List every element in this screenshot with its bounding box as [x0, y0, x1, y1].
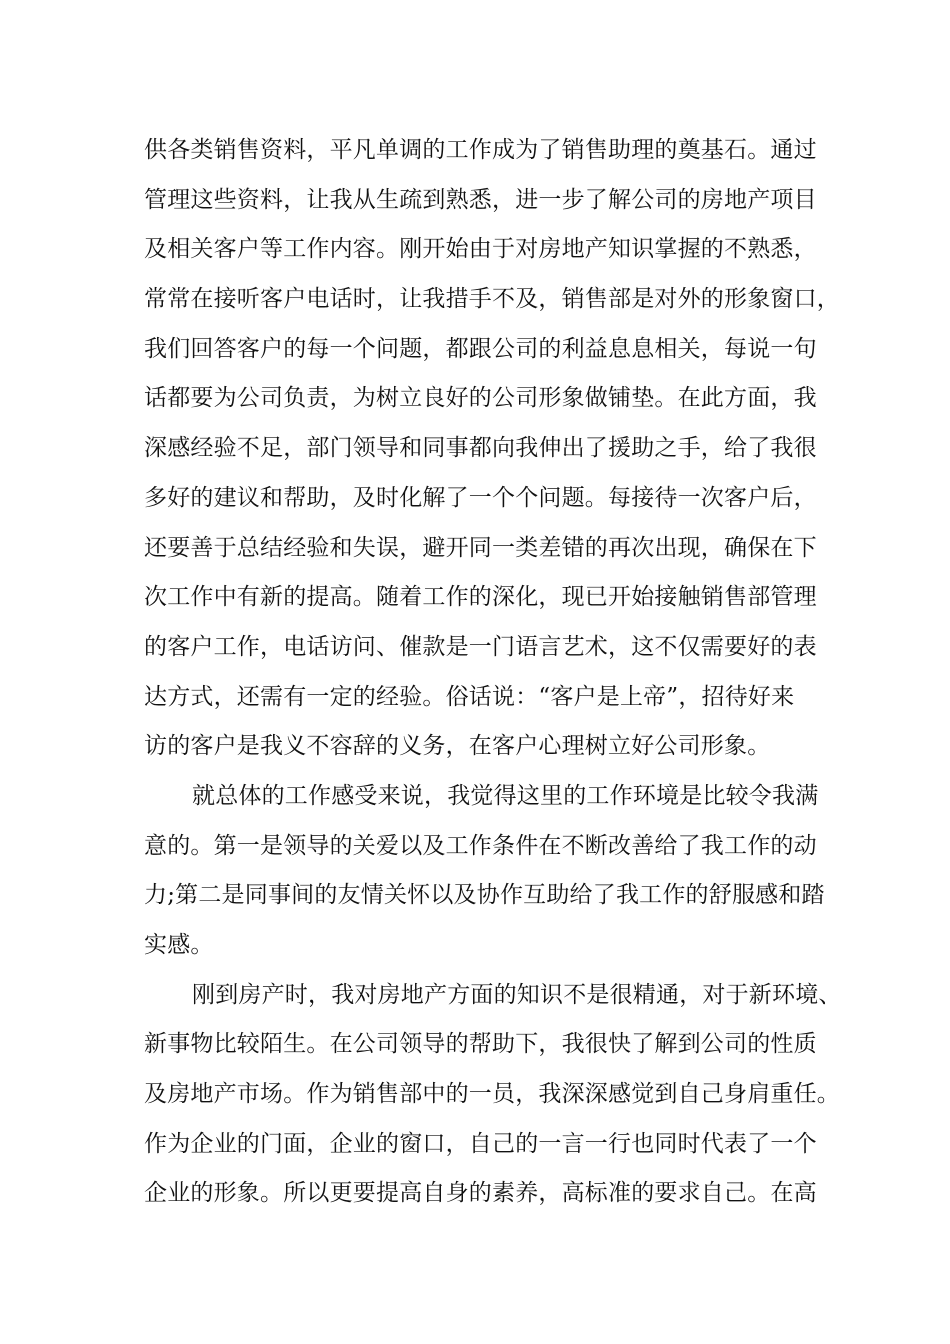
paragraph	[144, 126, 840, 772]
text-line: 力;第二是同事间的友情关怀以及协作互助给了我工作的舒服感和踏	[144, 882, 825, 909]
text-line: 常常在接听客户电话时，让我措手不及，销售部是对外的形象窗口，	[144, 286, 840, 313]
text-line: 达方式，还需有一定的经验。俗话说：“客户是上帝”，招待好来	[144, 683, 795, 710]
text-line: 企业的形象。所以更要提高自身的素养，高标准的要求自己。在高	[144, 1180, 817, 1207]
text-line: 访的客户是我义不容辞的义务，在客户心理树立好公司形象。	[144, 733, 771, 760]
text-line: 意的。第一是领导的关爱以及工作条件在不断改善给了我工作的动	[144, 832, 817, 859]
text-line: 多好的建议和帮助，及时化解了一个个问题。每接待一次客户后，	[144, 484, 817, 511]
body-text	[144, 126, 842, 1219]
text-line: 刚到房产时，我对房地产方面的知识不是很精通，对于新环境、	[192, 981, 842, 1008]
text-line: 实感。	[144, 932, 214, 958]
text-line: 话都要为公司负责，为树立良好的公司形象做铺垫。在此方面，我	[144, 385, 817, 412]
paragraph	[144, 772, 824, 971]
text-line: 作为企业的门面，企业的窗口，自己的一言一行也同时代表了一个	[144, 1130, 817, 1157]
text-line: 深感经验不足，部门领导和同事都向我伸出了援助之手，给了我很	[144, 435, 817, 462]
text-line: 供各类销售资料，平凡单调的工作成为了销售助理的奠基石。通过	[144, 137, 817, 163]
text-line: 管理这些资料，让我从生疏到熟悉，进一步了解公司的房地产项目	[144, 186, 817, 213]
paragraph	[144, 971, 842, 1219]
text-line: 就总体的工作感受来说，我觉得这里的工作环境是比较令我满	[192, 782, 819, 809]
text-line: 我们回答客户的每一个问题，都跟公司的利益息息相关，每说一句	[144, 335, 817, 362]
text-line: 新事物比较陌生。在公司领导的帮助下，我很快了解到公司的性质	[144, 1031, 817, 1058]
text-line: 的客户工作，电话访问、催款是一门语言艺术，这不仅需要好的表	[144, 633, 817, 660]
text-line: 还要善于总结经验和失误，避开同一类差错的再次出现，确保在下	[144, 534, 817, 561]
text-line: 次工作中有新的提高。随着工作的深化，现已开始接触销售部管理	[144, 584, 817, 611]
text-line: 及相关客户等工作内容。刚开始由于对房地产知识掌握的不熟悉，	[144, 236, 817, 263]
text-line: 及房地产市场。作为销售部中的一员，我深深感觉到自己身肩重任。	[144, 1081, 840, 1108]
